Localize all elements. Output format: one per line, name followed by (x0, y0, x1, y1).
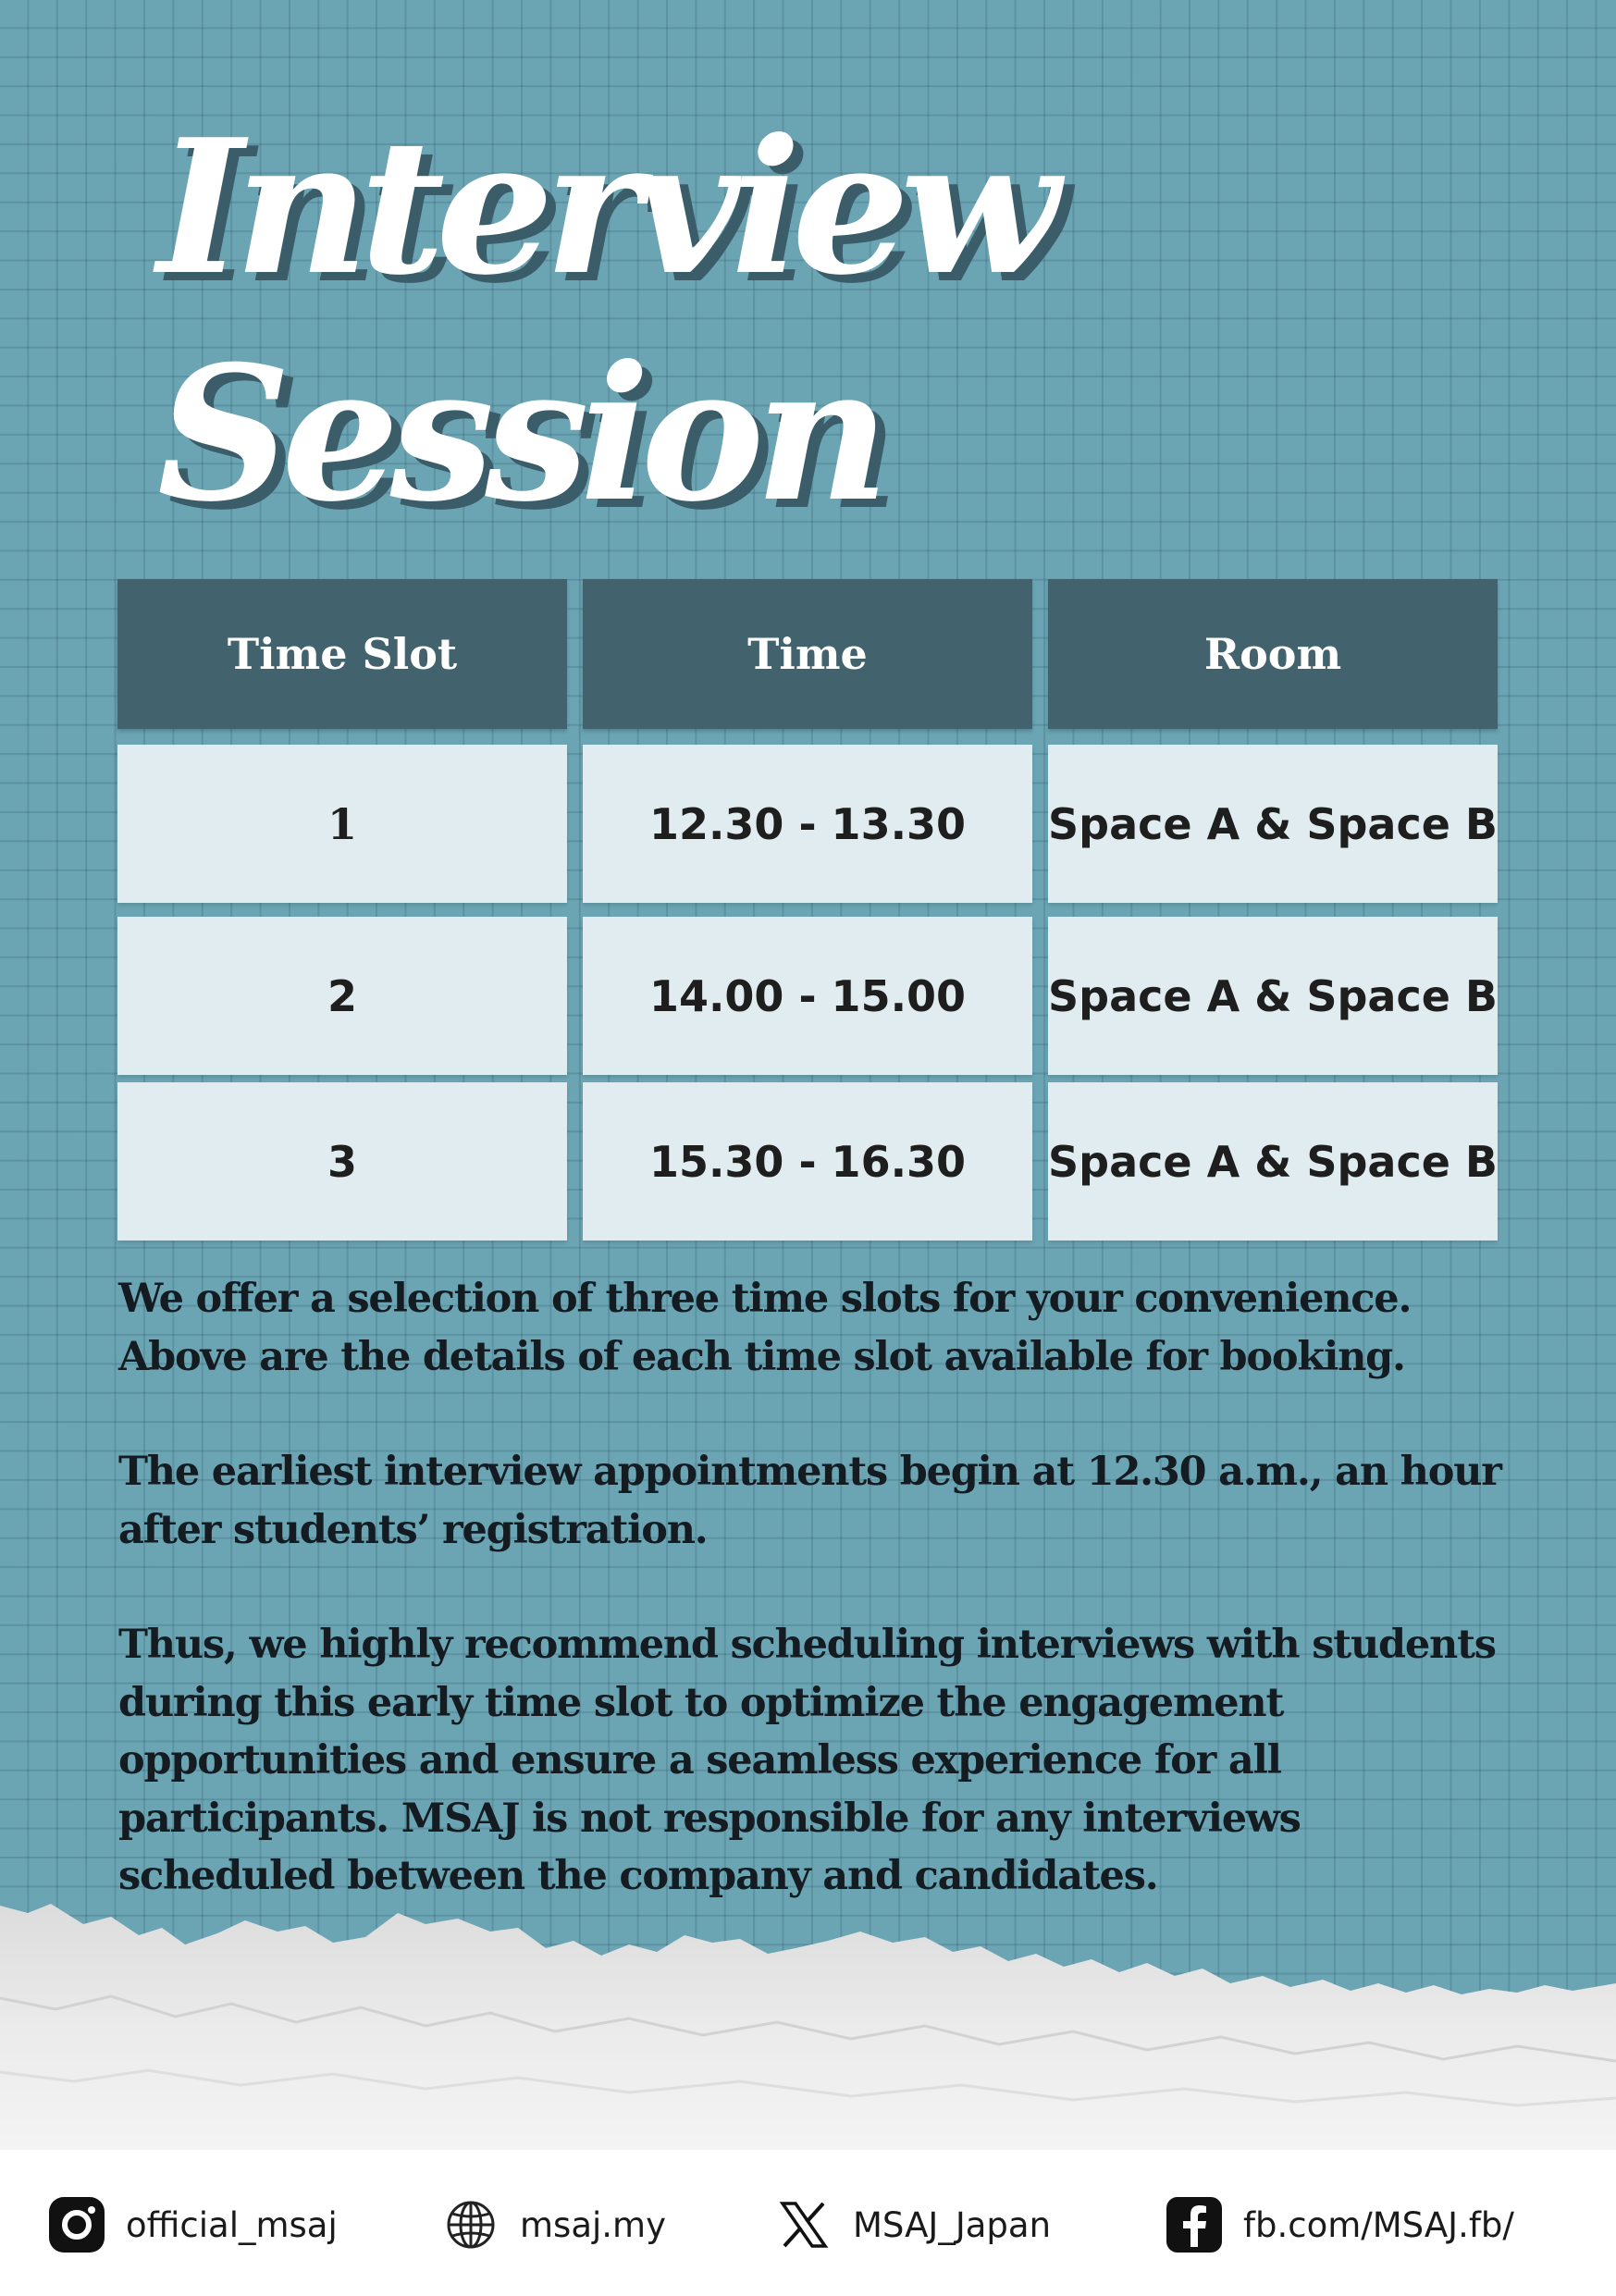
row-3-time: 15.30 - 16.30 (583, 1082, 1032, 1241)
paragraph-earliest: The earliest interview appointments begin at 12.30 a.m., an hour after students’ registration. (118, 1449, 1501, 1553)
globe-icon (440, 2194, 501, 2255)
row-3-room: Space A & Space B (1048, 1082, 1498, 1241)
row-3-slot: 3 (117, 1082, 567, 1241)
x-label: MSAJ_Japan (853, 2204, 1052, 2245)
header-time: Time (583, 579, 1032, 729)
facebook-label: fb.com/MSAJ.fb/ (1243, 2204, 1514, 2245)
row-1-time: 12.30 - 13.30 (583, 745, 1032, 903)
website-link[interactable] (440, 2192, 666, 2257)
paragraph-recommendation: Thus, we highly recommend scheduling interviews with students during this early time slot to optimize the engagement opportunities and ensure a seamless experience for all participants. MSAJ is not responsible for any interviews scheduled between the company and candidates. (118, 1622, 1496, 1899)
title-line-2: Session (157, 326, 881, 543)
row-2-room: Space A & Space B (1048, 917, 1498, 1075)
x-icon (773, 2194, 834, 2255)
header-room: Room (1048, 579, 1498, 729)
row-2-time: 14.00 - 15.00 (583, 917, 1032, 1075)
row-1-room: Space A & Space B (1048, 745, 1498, 903)
x-link[interactable] (773, 2192, 1051, 2257)
instagram-label: official_msaj (126, 2204, 338, 2245)
paragraph-time-slots: We offer a selection of three time slots for your convenience. Above are the details of each time slot available for booking. (118, 1276, 1412, 1380)
title-line-1: Interview (157, 99, 1051, 316)
torn-paper-decoration (0, 1887, 1616, 2155)
row-2-slot: 2 (117, 917, 567, 1075)
instagram-icon (46, 2194, 107, 2255)
facebook-icon (1164, 2194, 1225, 2255)
instagram-link[interactable] (46, 2192, 338, 2257)
facebook-link[interactable] (1164, 2192, 1514, 2257)
header-time-slot: Time Slot (117, 579, 567, 729)
row-1-slot: 1 (117, 745, 567, 903)
website-label: msaj.my (520, 2204, 666, 2245)
footer-bar (0, 2150, 1616, 2296)
